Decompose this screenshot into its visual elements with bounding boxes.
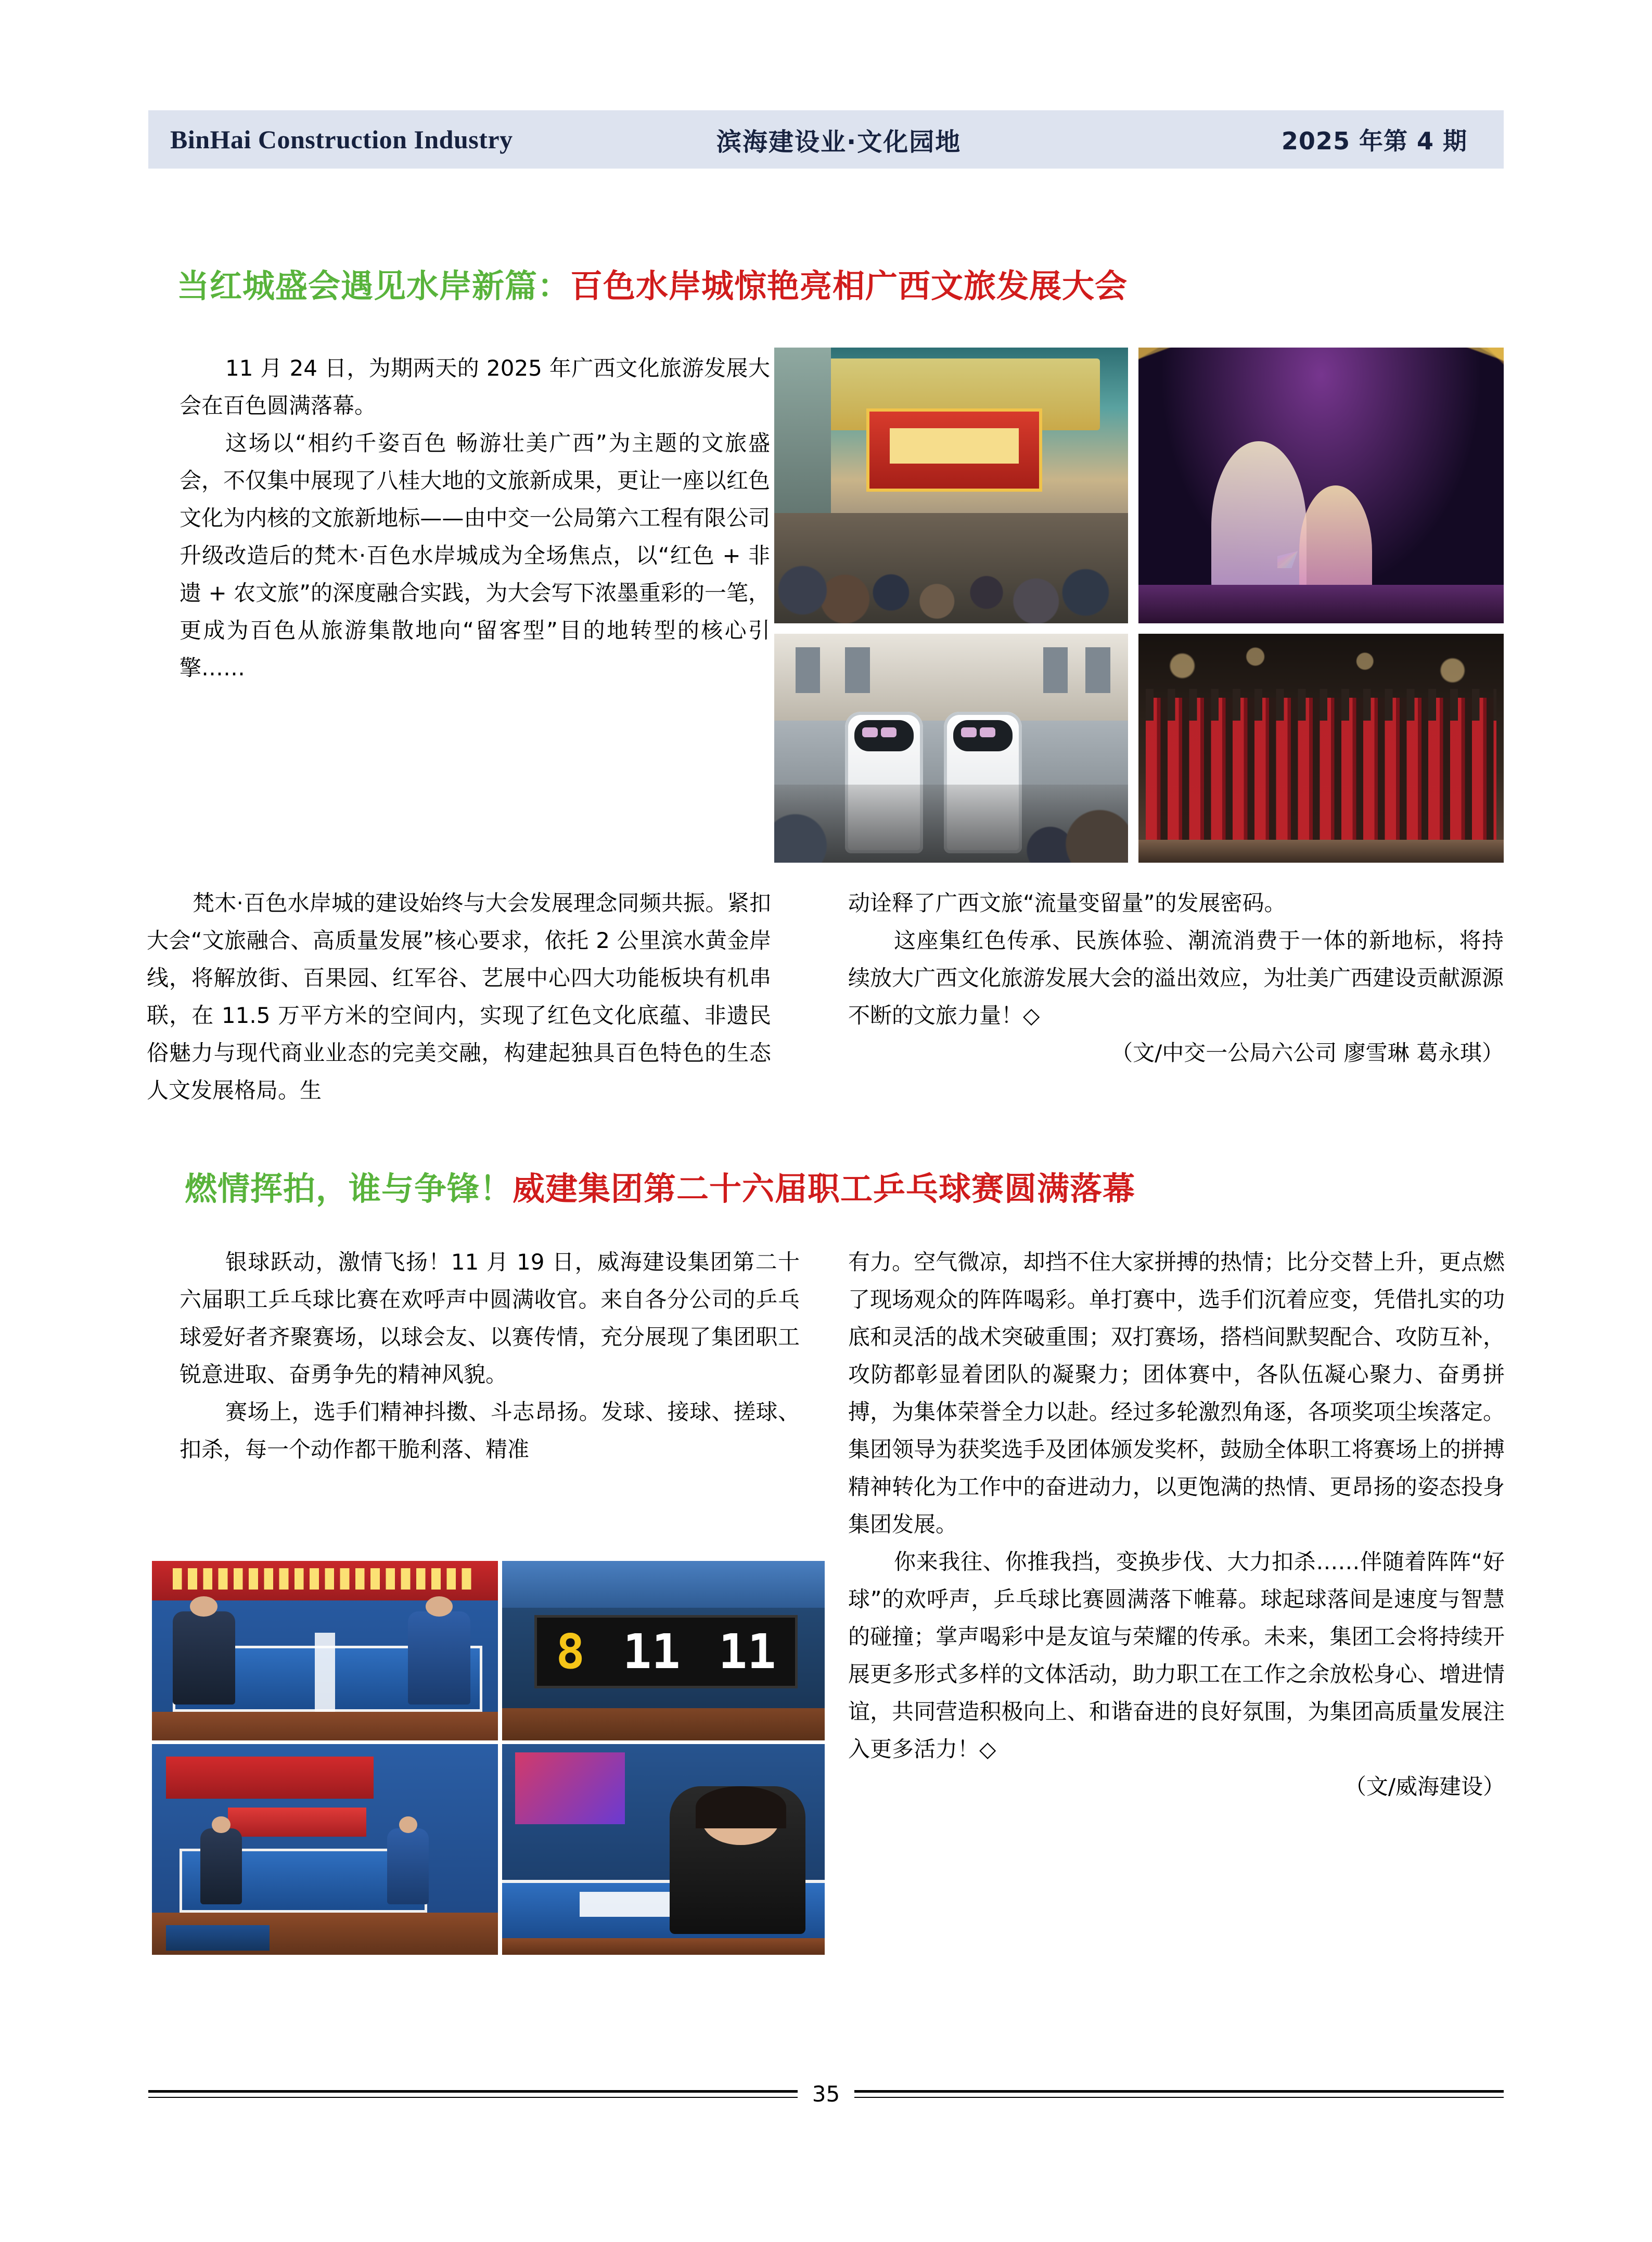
article1-photo-red-formation xyxy=(1138,634,1504,863)
article2-left-text xyxy=(180,1244,800,1468)
page-number: 35 xyxy=(812,2081,840,2107)
paragraph: 11 月 24 日，为期两天的 2025 年广西文化旅游发展大会在百色圆满落幕。 xyxy=(180,355,770,418)
article1-left-bottom-text xyxy=(147,885,771,1109)
paragraph: 这场以“相约千姿百色 畅游壮美广西”为主题的文旅盛会，不仅集中展现了八桂大地的文旅新成果，更让一座以红色文化为内核的文旅新地标——由中交一公局第六工程有限公司升级改造后的梵木·百色水岸城成为全场焦点，以“红色 + 非遗 + 农文旅”的深度融合实践，为大会写下浓墨重彩的一笔，更成为百色从旅游集散地向“留客型”目的地转型的核心引擎…… xyxy=(180,430,770,681)
header-issue: 2025 年第 4 期 xyxy=(1281,127,1467,155)
paragraph: 动诠释了广西文旅“流量变留量”的发展密码。 xyxy=(848,890,1286,916)
article1-photo-robots xyxy=(774,634,1128,863)
photo-content xyxy=(1138,348,1504,623)
photo-content xyxy=(774,634,1128,863)
scoreboard xyxy=(534,1615,798,1688)
header-section-title: 滨海建设业·文化园地 xyxy=(716,127,962,157)
article1-photo-stage-performance xyxy=(1138,348,1504,623)
photo-content xyxy=(1138,634,1504,863)
header-english-title: BinHai Construction Industry xyxy=(170,125,513,154)
article2-right-text xyxy=(848,1244,1505,1805)
photo-content xyxy=(774,348,1128,623)
scoreboard-middle-score: 11 xyxy=(622,1623,681,1680)
article1-right-bottom-text xyxy=(848,885,1504,1072)
article2-headline-part1: 燃情挥拍，谁与争锋！ xyxy=(185,1170,513,1208)
scoreboard-left-score: 8 xyxy=(556,1623,585,1680)
article1-photo-street-market xyxy=(774,348,1128,623)
article2-photo-scoreboard xyxy=(502,1561,825,1740)
paragraph: 这座集红色传承、民族体验、潮流消费于一体的新地标，将持续放大广西文化旅游发展大会的溢出效应，为壮美广西建设贡献源源不断的文旅力量！◇ xyxy=(848,928,1504,1028)
footer-rule-right xyxy=(854,2090,1504,2098)
paragraph: 梵木·百色水岸城的建设始终与大会发展理念同频共振。紧扣大会“文旅融合、高质量发展”核心要求，依托 2 公里滨水黄金岸线，将解放街、百果园、红军谷、艺展中心四大功能板块有机串联，在 11.5 万平方米的空间内，实现了红色文化底蕴、非遗民俗魅力与现代商业业态的完美交融，构建起独具百色特色的生态人文发展格局。生 xyxy=(147,890,771,1103)
photo-content xyxy=(152,1744,498,1955)
article2-photo-singles-match xyxy=(152,1561,498,1740)
scoreboard-right-score: 11 xyxy=(718,1623,776,1680)
article1-headline xyxy=(177,260,1128,306)
photo-content xyxy=(502,1561,825,1740)
article2-headline xyxy=(185,1163,1135,1209)
footer-rule-left xyxy=(148,2090,798,2098)
article2-byline: （文/威海建设） xyxy=(1344,1774,1505,1799)
article1-byline: （文/中交一公局六公司 廖雪琳 葛永琪） xyxy=(1111,1040,1504,1066)
paragraph: 有力。空气微凉，却挡不住大家拼搏的热情；比分交替上升，更点燃了现场观众的阵阵喝彩。单打赛中，选手们沉着应变，凭借扎实的功底和灵活的战术突破重围；双打赛场，搭档间默契配合、攻防互补，攻防都彰显着团队的凝聚力；团体赛中，各队伍凝心聚力、奋勇拼搏，为集体荣誉全力以赴。经过多轮激烈角逐，各项奖项尘埃落定。集团领导为获奖选手及团体颁发奖杯，鼓励全体职工将赛场上的拼搏精神转化为工作中的奋进动力，以更饱满的热情、更昂扬的姿态投身集团发展。 xyxy=(848,1249,1505,1537)
article2-headline-part2: 威建集团第二十六届职工乒乓球赛圆满落幕 xyxy=(513,1170,1136,1208)
paragraph: 赛场上，选手们精神抖擞、斗志昂扬。发球、接球、搓球、扣杀，每一个动作都干脆利落、精准 xyxy=(180,1399,800,1462)
photo-content xyxy=(152,1561,498,1740)
article1-left-top-text xyxy=(180,350,770,687)
article2-photo-female-player xyxy=(502,1744,825,1955)
photo-content xyxy=(502,1744,825,1955)
article1-headline-part1: 当红城盛会遇见水岸新篇： xyxy=(177,267,571,305)
article1-headline-part2: 百色水岸城惊艳亮相广西文旅发展大会 xyxy=(570,267,1128,305)
page-footer xyxy=(148,2081,1504,2107)
article2-photo-venue-wide xyxy=(152,1744,498,1955)
paragraph: 你来我往、你推我挡，变换步伐、大力扣杀……伴随着阵阵“好球”的欢呼声，乒乓球比赛圆满落下帷幕。球起球落间是速度与智慧的碰撞；掌声喝彩中是友谊与荣耀的传承。未来，集团工会将持续开展更多形式多样的文体活动，助力职工在工作之余放松身心、增进情谊，共同营造积极向上、和谐奋进的良好氛围，为集团高质量发展注入更多活力！◇ xyxy=(848,1549,1505,1762)
paragraph: 银球跃动，激情飞扬！11 月 19 日，威海建设集团第二十六届职工乒乓球比赛在欢呼声中圆满收官。来自各分公司的乒乓球爱好者齐聚赛场，以球会友、以赛传情，充分展现了集团职工锐意进取、奋勇争先的精神风貌。 xyxy=(180,1249,800,1387)
page-header xyxy=(148,110,1504,169)
